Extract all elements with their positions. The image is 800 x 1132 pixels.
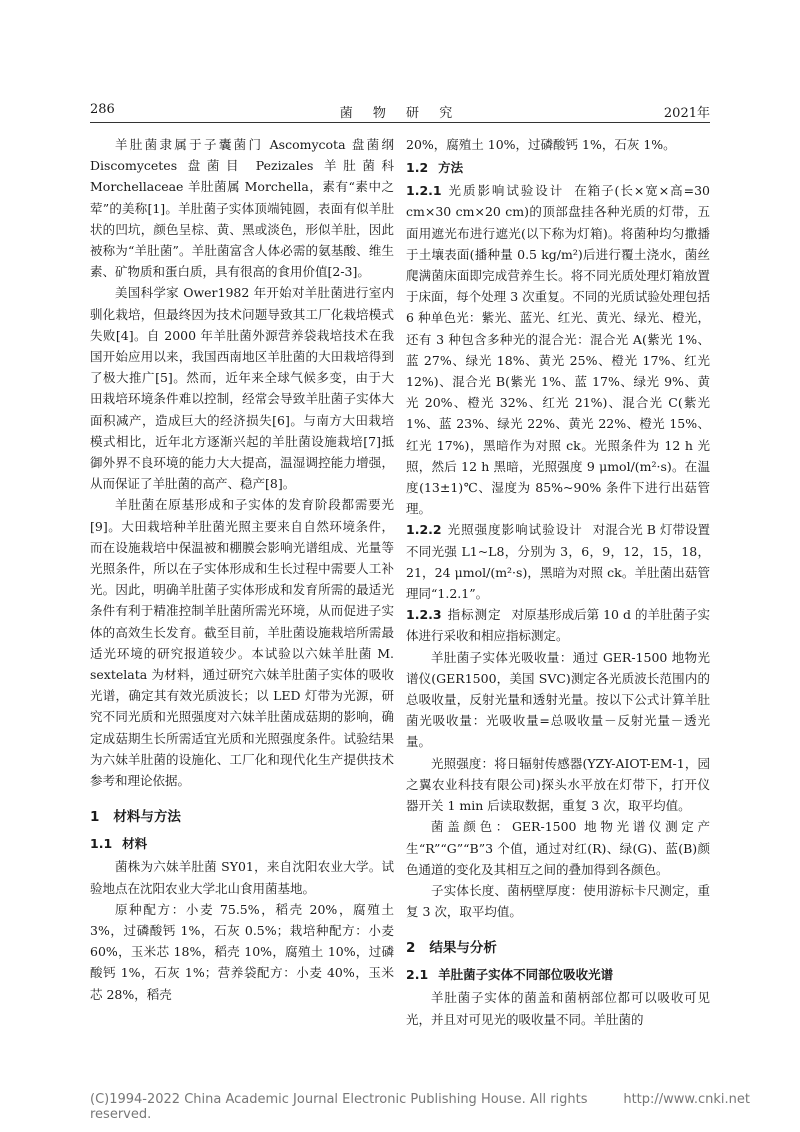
subsection-number: 2.1	[406, 967, 429, 983]
method-number: 1.2.1	[406, 183, 442, 199]
intro-paragraph-2: 美国科学家 Ower1982 年开始对羊肚菌进行室内驯化栽培，但最终因为技术问题导致其工厂化栽培模式失败[4]。自 2000 年羊肚菌外源营养袋栽培技术在我国开始应用以来，我国西南地区羊肚菌的大田栽培得到了极大推广[5]。然而，近年来全球气候多变，由于大田栽培环境条件难以控制，经常会导致羊肚菌子实体大面积减产，造成巨大的经济损失[6]。与南方大田栽培模式相比，近年北方逐渐兴起的羊肚菌设施栽培[7]抵御外界不良环境的能力大大提高，温湿调控能力增强，从而保证了羊肚菌的高产、稳产[8]。	[90, 285, 394, 492]
method-number: 1.2.2	[406, 522, 442, 538]
method-1-2-3	[406, 604, 710, 646]
subsection-number: 1.2	[406, 160, 429, 176]
method-1-2-2	[406, 519, 710, 604]
page-number: 286	[90, 102, 115, 117]
subsection-title: 材料	[122, 836, 148, 852]
method-number: 1.2.3	[406, 607, 442, 623]
subsection-title: 羊肚菌子实体不同部位吸收光谱	[438, 967, 614, 983]
method-1-2-1	[406, 180, 710, 519]
intro-paragraph-3: 羊肚菌在原基形成和子实体的发育阶段都需要光[9]。大田栽培种羊肚菌光照主要来自自然环境条件，而在设施栽培中保温被和棚膜会影响光谱组成、光量等光照条件，所以在子实体形成和生长过程中需要人工补光。因此，明确羊肚菌子实体形成和发育所需的最适光条件有利于精准控制羊肚菌所需光环境，从而促进子实体的高效生长发育。截至目前，羊肚菌设施栽培所需最适光环境的研究报道较少。本试验以六妹羊肚菌 M. sextelata 为材料，通过研究六妹羊肚菌子实体的吸收光谱，确定其有效光质波长；以 LED 灯带为光源，研究不同光质和光照强度对六妹羊肚菌成菇期的影响，确定成菇期生长所需适宜光质和光照强度条件。试验结果为六妹羊肚菌的设施化、工厂化和现代化生产提供技术参考和理论依据。	[90, 497, 394, 789]
subsection-heading-2-1	[406, 964, 710, 985]
section-number: 1	[90, 809, 100, 826]
method-title: 光照强度影响试验设计	[447, 522, 583, 538]
right-column	[406, 134, 710, 1030]
method-text: 对混合光 B 灯带设置不同光强 L1~L8，分别为 3，6，9，12，15，18，21，24 μmol/(m²·s)，黑暗为对照 ck。羊肚菌出菇管理同“1.2.1”。	[406, 522, 710, 602]
copyright-text: (C)1994-2022 China Academic Journal Electronic Publishing House. All rights reserved.	[90, 1092, 588, 1122]
method-title: 光质影响试验设计	[447, 183, 565, 199]
section-heading-1	[90, 805, 394, 825]
journal-title: 菌 物 研 究	[339, 106, 461, 121]
subsection-heading-1-2	[406, 157, 710, 178]
cap-color-paragraph: 菌盖颜色：GER-1500 地物光谱仪测定产生“R”“G”“B”3 个值，通过对红(R)、绿(G)、蓝(B)颜色通道的变化及其相互之间的叠加得到各颜色。	[406, 819, 710, 877]
section-number: 2	[406, 940, 416, 957]
materials-paragraph-2: 原种配方：小麦 75.5%，稻壳 20%，腐殖土 3%，过磷酸钙 1%，石灰 0.5%；栽培种配方：小麦 60%，玉米芯 18%，稻壳 10%，腐殖土 10%，过磷酸钙 1%，石灰 1%；营养袋配方：小麦 40%，玉米芯 28%，稻壳	[90, 901, 394, 1002]
running-header	[90, 100, 710, 123]
source-url[interactable]: http://www.cnki.net	[623, 1092, 750, 1107]
copyright-footer	[90, 1092, 750, 1122]
subsection-heading-1-1	[90, 833, 394, 854]
subsection-number: 1.1	[90, 836, 113, 852]
intro-paragraph-1: 羊肚菌隶属于子囊菌门 Ascomycota 盘菌纲 Discomycetes 盘菌目 Pezizales 羊肚菌科 Morchellaceae 羊肚菌属 Morchella，素有“素中之荤”的美称[1]。羊肚菌子实体顶端钝圆，表面有似羊肚状的凹坑，颜色呈棕、黄、黑或淡色，形似羊肚，因此被称为“羊肚菌”。羊肚菌富含人体必需的氨基酸、维生素、矿物质和蛋白质，具有很高的食用价值[2-3]。	[90, 137, 394, 280]
absorption-paragraph: 羊肚菌子实体光吸收量：通过 GER-1500 地物光谱仪(GER1500，美国 SVC)测定各光质波长范围内的总吸收量，反射光量和透射光量。按以下公式计算羊肚菌光吸收量：光吸收量=总吸收量－反射光量－透光量。	[406, 649, 710, 750]
section-title: 结果与分析	[429, 940, 497, 957]
result-paragraph: 羊肚菌子实体的菌盖和菌柄部位都可以吸收可见光，并且对可见光的吸收量不同。羊肚菌的	[406, 990, 710, 1027]
materials-continued: 20%，腐殖土 10%，过磷酸钙 1%，石灰 1%。	[406, 137, 676, 152]
method-text: 在箱子(长×宽×高=30 cm×30 cm×20 cm)的顶部盘挂各种光质的灯带，五面用遮光布进行遮光(以下称为灯箱)。将菌种均匀撒播于土壤表面(播种量 0.5 kg/m²)后进行覆土浇水，菌丝爬满菌床面即完成营养生长。将不同光质处理灯箱放置于床面，每个处理 3 次重复。不同的光质试验处理包括 6 种单色光：紫光、蓝光、红光、黄光、绿光、橙光，还有 3 种包含多种光的混合光：混合光 A(紫光 1%、蓝 27%、绿光 18%、黄光 25%、橙光 17%、红光 12%)、混合光 B(紫光 1%、蓝 17%、绿光 9%、黄光 20%、橙光 32%、红光 21%)、混合光 C(紫光 1%、蓝 23%、绿光 22%、黄光 22%、橙光 15%、红光 17%)，黑暗作为对照 ck。光照条件为 12 h 光照，然后 12 h 黑暗，光照强度 9 μmol/(m²·s)。在温度(13±1)℃、湿度为 85%~90% 条件下进行出菇管理。	[406, 183, 710, 517]
method-title: 指标测定	[447, 607, 502, 623]
section-title: 材料与方法	[113, 809, 181, 826]
left-column	[90, 134, 394, 1005]
length-paragraph: 子实体长度、菌柄壁厚度：使用游标卡尺测定，重复 3 次，取平均值。	[406, 882, 710, 920]
light-intensity-paragraph: 光照强度：将日辐射传感器(YZY-AIOT-EM-1，园之翼农业科技有限公司)探头水平放在灯带下，打开仪器开关 1 min 后读取数据，重复 3 次，取平均值。	[406, 755, 710, 814]
section-heading-2	[406, 936, 710, 956]
method-text: 对原基形成后第 10 d 的羊肚菌子实体进行采收和相应指标测定。	[406, 607, 710, 644]
publication-year: 2021年	[663, 106, 710, 121]
subsection-title: 方法	[438, 160, 464, 176]
materials-paragraph-1: 菌株为六妹羊肚菌 SY01，来自沈阳农业大学。试验地点在沈阳农业大学北山食用菌基地。	[90, 859, 394, 896]
